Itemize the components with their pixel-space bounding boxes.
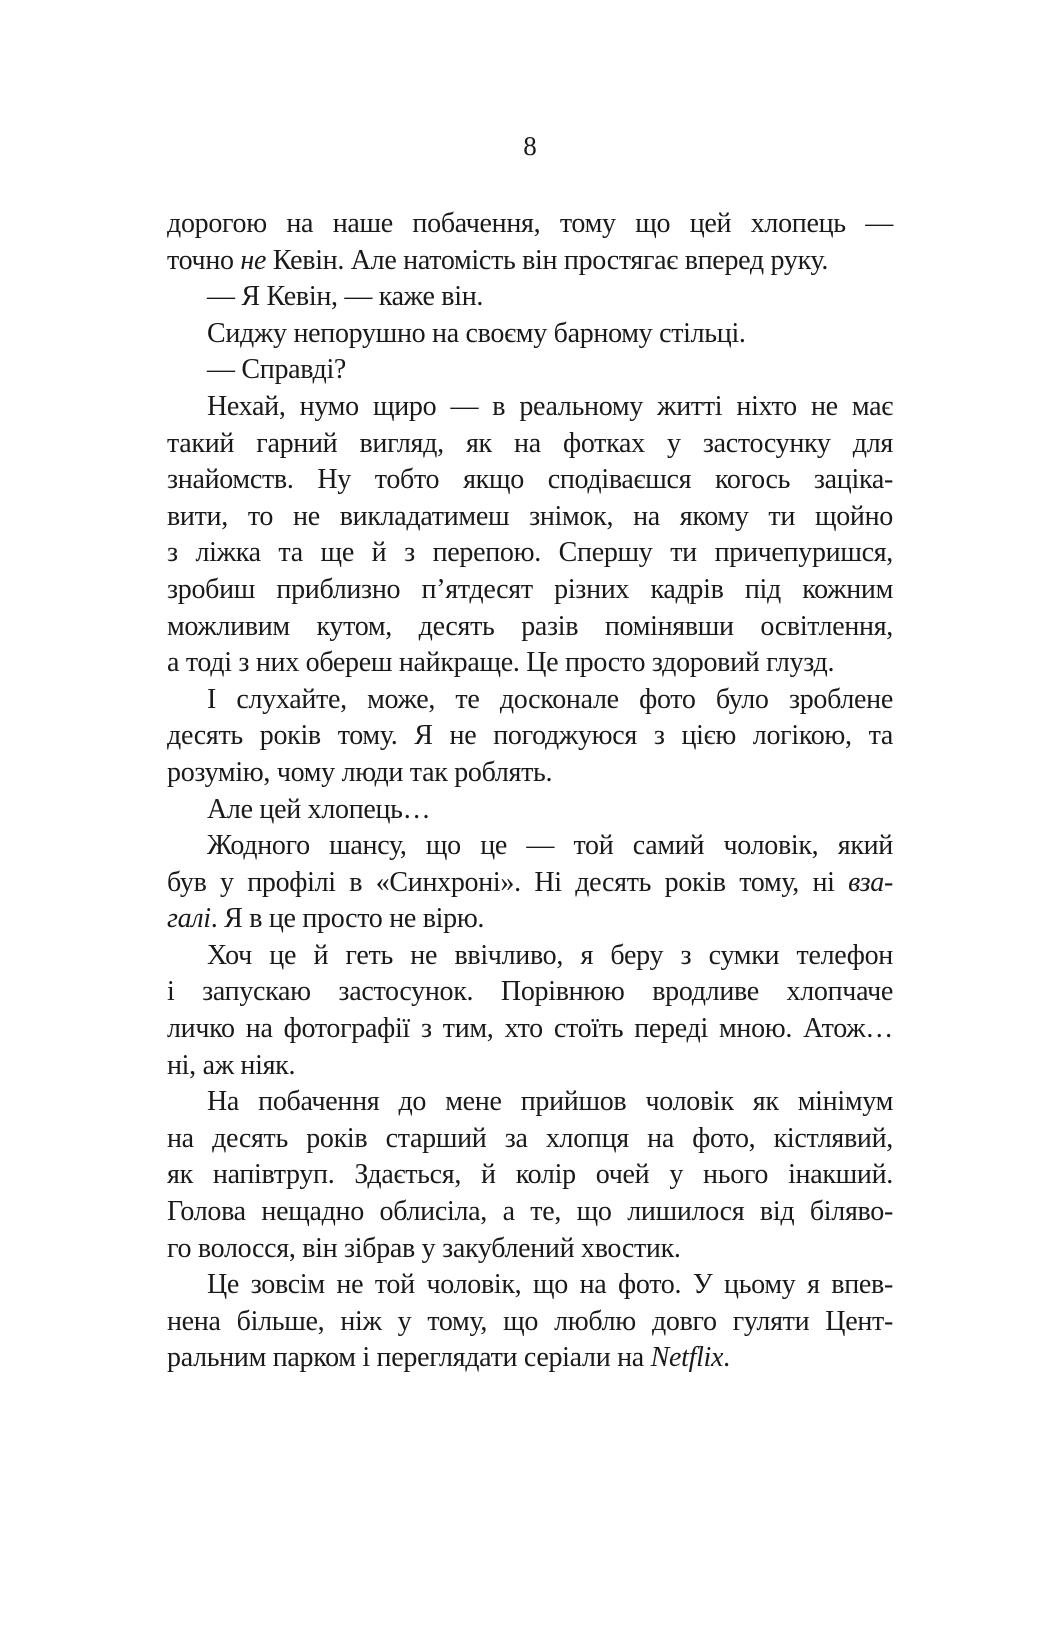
text-segment: на десять років старший за хлопця на фото, кістлявий, xyxy=(167,1122,893,1154)
text-line xyxy=(167,792,893,829)
text-line xyxy=(167,1340,893,1377)
text-segment: І слухайте, може, те досконале фото було зроблене xyxy=(207,683,893,715)
text-segment: Нехай, нумо щиро — в реальному житті ніхто не має xyxy=(207,390,893,422)
text-line xyxy=(167,499,893,536)
text-line xyxy=(167,1121,893,1158)
text-segment: дорогою на наше побачення, тому що цей хлопець — xyxy=(167,208,893,239)
text-segment: Жодного шансу, що це — той самий чоловік, який xyxy=(207,830,893,862)
text-line xyxy=(167,535,893,572)
text-segment: На побачення до мене прийшов чоловік як мінімум xyxy=(207,1086,893,1118)
text-line xyxy=(167,243,893,280)
text-segment: . Я в це просто не вірю. xyxy=(210,903,485,935)
text-line xyxy=(167,389,893,426)
text-segment: — Справді? xyxy=(207,354,347,386)
text-line xyxy=(167,1231,893,1268)
text-line xyxy=(167,1304,893,1341)
text-segment: розумію, чому люди так роблять. xyxy=(167,756,553,788)
text-line xyxy=(167,938,893,975)
text-line xyxy=(167,1048,893,1085)
text-line xyxy=(167,682,893,719)
text-segment: . xyxy=(723,1342,730,1374)
text-line xyxy=(167,1157,893,1194)
italic-text: галі xyxy=(167,903,211,935)
text-line xyxy=(167,901,893,938)
text-line xyxy=(167,828,893,865)
text-line xyxy=(167,206,893,243)
text-line xyxy=(167,426,893,463)
text-line xyxy=(167,609,893,646)
text-line xyxy=(167,316,893,353)
text-segment: Голова нещадно облисіла, а те, що лишилося від біляво- xyxy=(167,1196,893,1228)
text-line xyxy=(167,1011,893,1048)
italic-text: вза- xyxy=(848,866,893,898)
text-segment: а тоді з них обереш найкраще. Це просто здоровий глузд. xyxy=(167,647,835,679)
text-segment: Але цей хлопець… xyxy=(207,793,431,825)
page-number: 8 xyxy=(523,131,537,161)
text-segment: був у профілі в «Синхроні». Ні десять років тому, ні xyxy=(167,866,849,898)
text-segment: як напівтруп. Здається, й колір очей у нього інакший. xyxy=(167,1159,893,1191)
text-segment: ральним парком і переглядати серіали на xyxy=(167,1342,651,1374)
text-line xyxy=(167,572,893,609)
text-segment: ні, аж ніяк. xyxy=(167,1049,296,1081)
text-segment: знайомств. Ну тобто якщо сподіваєшся когось заціка- xyxy=(167,464,893,496)
text-line xyxy=(167,352,893,389)
text-segment: десять років тому. Я не погоджуюся з цією логікою, та xyxy=(167,720,893,752)
text-line xyxy=(167,279,893,316)
text-segment: личко на фотографії з тим, хто стоїть переді мною. Атож… xyxy=(167,1013,893,1045)
text-segment: — Я Кевін, — каже він. xyxy=(207,281,484,313)
text-segment: нена більше, ніж у тому, що люблю довго гуляти Цент- xyxy=(167,1305,893,1337)
text-line xyxy=(167,1267,893,1304)
text-segment: Сиджу непорушно на своєму барному стільці. xyxy=(207,317,746,349)
text-line xyxy=(167,718,893,755)
text-line xyxy=(167,462,893,499)
italic-text: не xyxy=(240,244,267,276)
text-block xyxy=(167,206,893,1377)
text-line xyxy=(167,755,893,792)
text-segment: і запускаю застосунок. Порівнюю вродливе хлопчаче xyxy=(167,976,893,1008)
text-segment: Це зовсім не той чоловік, що на фото. У цьому я впев- xyxy=(207,1269,893,1301)
text-line xyxy=(167,865,893,902)
text-segment: такий гарний вигляд, як на фотках у застосунку для xyxy=(167,427,893,459)
text-line xyxy=(167,645,893,682)
text-segment: з ліжка та ще й з перепою. Спершу ти причепуришся, xyxy=(167,537,893,569)
text-line xyxy=(167,1194,893,1231)
text-segment: точно xyxy=(167,244,241,276)
text-segment: зробиш приблизно п’ятдесят різних кадрів під кожним xyxy=(167,573,893,605)
text-line xyxy=(167,1084,893,1121)
text-segment: го волосся, він зібрав у закублений хвостик. xyxy=(167,1232,681,1264)
text-line xyxy=(167,974,893,1011)
text-segment: вити, то не викладатимеш знімок, на якому ти щойно xyxy=(167,500,893,532)
text-segment: можливим кутом, десять разів помінявши освітлення, xyxy=(167,610,893,642)
text-segment: Кевін. Але натомість він простягає вперед руку. xyxy=(266,244,829,276)
italic-text: Netflix xyxy=(650,1342,724,1374)
text-segment: Хоч це й геть не ввічливо, я беру з сумки телефон xyxy=(207,939,893,971)
